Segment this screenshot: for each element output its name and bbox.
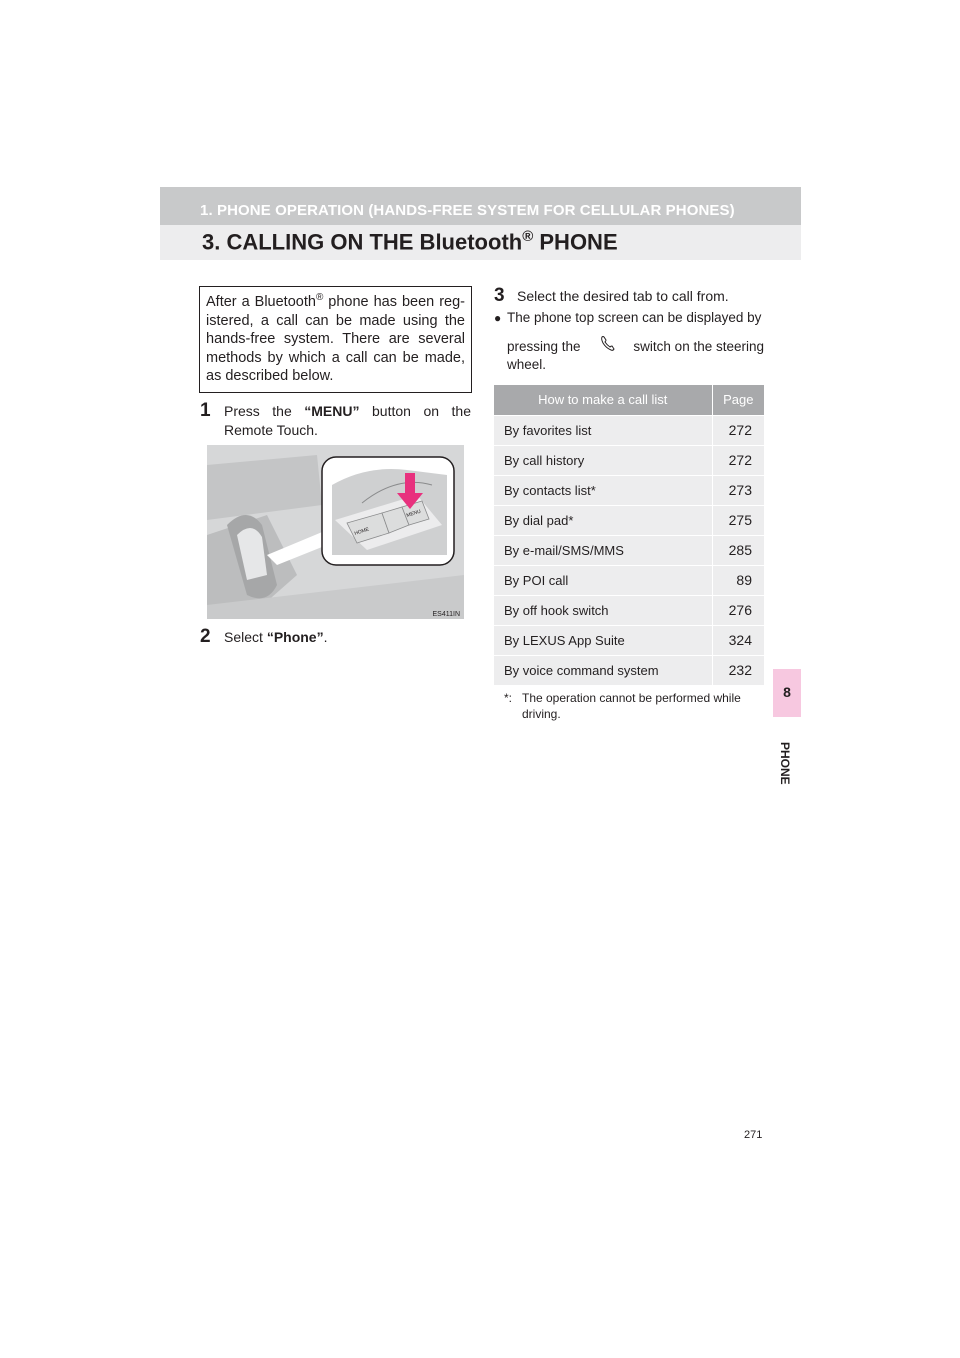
step-2-post: . <box>323 629 328 645</box>
table-row <box>494 535 764 565</box>
phone-switch-note <box>494 309 764 375</box>
page-cell: 272 <box>712 415 764 445</box>
intro-text-2: phone has been reg-istered, a call can be made using the hands-free system. There are several methods by which a call can be made, as described below. <box>206 294 466 385</box>
title-registered-mark: ® <box>522 228 534 245</box>
method-cell: By voice command system <box>494 655 712 685</box>
page-cell: 276 <box>712 595 764 625</box>
step-3-number: 3 <box>494 285 505 306</box>
note-line-1: The phone top screen can be displayed by <box>507 310 762 325</box>
figure-menu-label: MENU <box>405 508 422 519</box>
page-cell: 324 <box>712 625 764 655</box>
table-row <box>494 595 764 625</box>
section-header-text: 1. PHONE OPERATION (HANDS-FREE SYSTEM FOR CELLULAR PHONES) <box>200 202 735 219</box>
method-cell: By contacts list* <box>494 475 712 505</box>
figure-home-label: HOME <box>353 526 370 537</box>
page-cell: 273 <box>712 475 764 505</box>
remote-touch-figure <box>207 445 464 619</box>
table-row <box>494 445 764 475</box>
footnote-text: The operation cannot be performed while driving. <box>522 691 741 721</box>
figure-code: ES411IN <box>432 611 460 618</box>
page-cell: 285 <box>712 535 764 565</box>
method-cell: By favorites list <box>494 415 712 445</box>
remote-touch-illustration-icon <box>207 445 464 619</box>
bullet-dot: ● <box>494 311 502 325</box>
step-2-key: “Phone” <box>266 629 324 645</box>
table-row <box>494 505 764 535</box>
intro-text-1: After a Bluetooth <box>206 294 316 310</box>
table-header-row <box>494 385 764 415</box>
page-title <box>202 228 618 255</box>
chapter-label: PHONE <box>778 742 792 785</box>
title-prefix: 3. CALLING ON THE Bluetooth <box>202 229 523 255</box>
step-1-key: “MENU” <box>304 403 360 419</box>
page-cell: 272 <box>712 445 764 475</box>
note-line-2a: pressing the <box>507 339 581 354</box>
method-cell: By LEXUS App Suite <box>494 625 712 655</box>
intro-box <box>199 286 472 393</box>
page-title-band <box>160 225 801 260</box>
method-cell: By call history <box>494 445 712 475</box>
column-header-method: How to make a call list <box>494 385 712 415</box>
step-2-text <box>224 628 327 647</box>
intro-registered-mark: ® <box>315 292 324 304</box>
table-row <box>494 415 764 445</box>
table-row <box>494 565 764 595</box>
title-suffix: PHONE <box>533 229 618 255</box>
method-cell: By off hook switch <box>494 595 712 625</box>
method-cell: By dial pad* <box>494 505 712 535</box>
chapter-number: 8 <box>783 684 791 700</box>
method-cell: By e-mail/SMS/MMS <box>494 535 712 565</box>
step-1-pre: Press the <box>224 403 305 419</box>
column-header-page: Page <box>712 385 764 415</box>
step-3-text: Select the desired tab to call from. <box>517 288 729 304</box>
method-cell: By POI call <box>494 565 712 595</box>
phone-switch-icon <box>599 334 617 352</box>
page-cell: 275 <box>712 505 764 535</box>
page-number: 271 <box>744 1129 763 1141</box>
page-cell: 89 <box>712 565 764 595</box>
call-methods-table <box>494 385 764 685</box>
note-line-2 <box>507 338 764 356</box>
step-2-pre: Select <box>224 629 267 645</box>
chapter-tab <box>773 669 801 717</box>
step-2-number: 2 <box>200 626 211 647</box>
step-1-post: button on the Remote Touch. <box>224 403 471 438</box>
note-line-2b: switch on the steering <box>633 339 764 354</box>
note-line-3: wheel. <box>507 357 547 372</box>
step-1-number: 1 <box>200 400 211 421</box>
table-row <box>494 625 764 655</box>
page-cell: 232 <box>712 655 764 685</box>
table-row <box>494 475 764 505</box>
footnote-mark: *: <box>504 691 513 705</box>
section-header <box>160 187 801 225</box>
step-1-text <box>224 402 471 440</box>
table-row <box>494 655 764 685</box>
